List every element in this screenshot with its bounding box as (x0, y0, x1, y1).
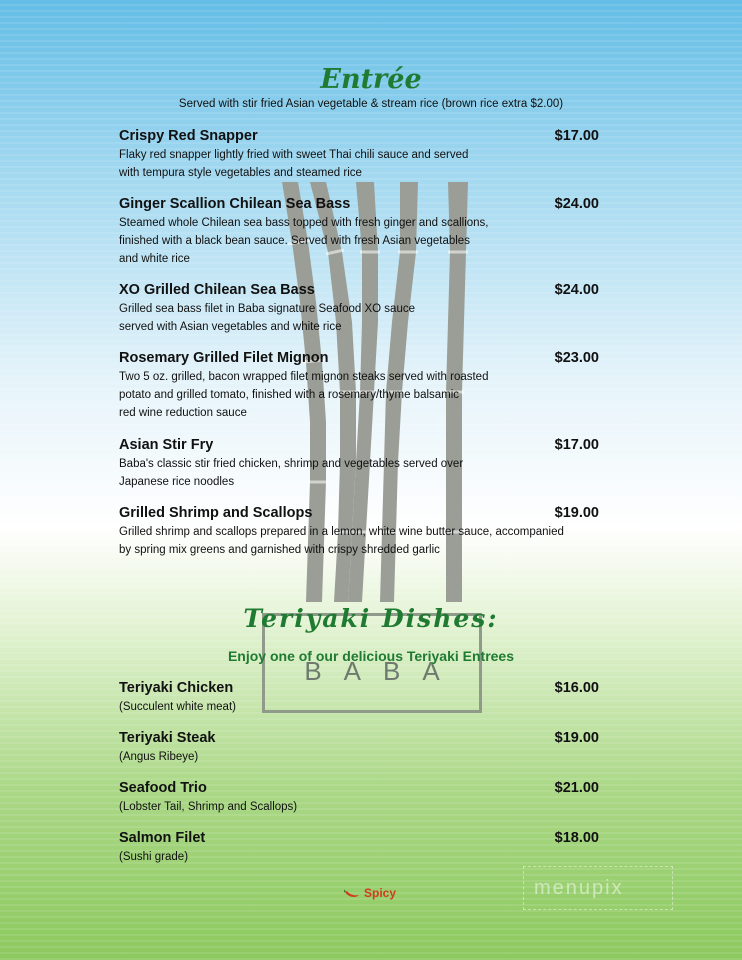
menu-item (119, 504, 599, 559)
item-name: XO Grilled Chilean Sea Bass (119, 282, 315, 298)
menu-item (119, 195, 599, 268)
item-price: $24.00 (554, 196, 599, 212)
watermark (523, 866, 673, 910)
item-description (119, 455, 599, 491)
menu-item (119, 349, 599, 422)
desc-line: and white rice (119, 253, 190, 265)
desc-line: red wine reduction sauce (119, 407, 247, 419)
item-name: Teriyaki Chicken (119, 680, 234, 696)
item-description (119, 848, 599, 866)
spicy-label: Spicy (364, 886, 397, 900)
menu-item (119, 779, 599, 816)
item-description (119, 523, 599, 559)
item-description (119, 300, 599, 336)
menu-item (119, 127, 599, 182)
desc-line: (Lobster Tail, Shrimp and Scallops) (119, 801, 298, 813)
teriyaki-subtitle: Enjoy one of our delicious Teriyaki Entrees (227, 648, 515, 664)
item-price: $24.00 (554, 282, 599, 298)
desc-line: finished with a black bean sauce. Served with fresh Asian vegetables (119, 235, 470, 247)
item-name: Seafood Trio (119, 780, 207, 796)
desc-line: Baba's classic stir fried chicken, shrimp and vegetables served over (119, 458, 464, 470)
desc-line: served with Asian vegetables and white rice (119, 321, 342, 333)
item-price: $16.00 (554, 680, 599, 696)
desc-line: (Succulent white meat) (119, 701, 236, 713)
item-price: $19.00 (554, 730, 599, 746)
watermark-text: menupix (534, 877, 624, 899)
desc-line: Two 5 oz. grilled, bacon wrapped filet mignon steaks served with roasted (119, 371, 489, 383)
menu-item (119, 729, 599, 766)
desc-line: (Sushi grade) (119, 851, 189, 863)
chili-pepper-icon (344, 889, 360, 899)
item-name: Salmon Filet (119, 830, 206, 846)
desc-line: Flaky red snapper lightly fried with sweet Thai chili sauce and served (119, 149, 469, 161)
item-price: $17.00 (554, 128, 599, 144)
item-price: $21.00 (554, 780, 599, 796)
item-price: $19.00 (554, 505, 599, 521)
desc-line: with tempura style vegetables and steamed rice (119, 167, 362, 179)
item-name: Ginger Scallion Chilean Sea Bass (119, 196, 351, 212)
desc-line: Japanese rice noodles (119, 476, 235, 488)
desc-line: Grilled sea bass filet in Baba signature Seafood XO sauce (119, 303, 415, 315)
item-description (119, 748, 599, 766)
desc-line: Grilled shrimp and scallops prepared in a lemon, white wine butter sauce, accompanied (119, 526, 564, 538)
item-price: $17.00 (554, 437, 599, 453)
item-description (119, 798, 599, 816)
menu-item (119, 281, 599, 336)
item-description (119, 214, 599, 268)
entree-title: Entrée (320, 64, 422, 95)
spicy-legend (344, 886, 396, 900)
item-price: $23.00 (554, 350, 599, 366)
item-name: Grilled Shrimp and Scallops (119, 505, 313, 521)
logo-text: BABA (304, 656, 462, 686)
item-name: Rosemary Grilled Filet Mignon (119, 350, 329, 366)
item-name: Crispy Red Snapper (119, 128, 258, 144)
item-description (119, 368, 599, 422)
item-price: $18.00 (554, 830, 599, 846)
desc-line: by spring mix greens and garnished with crispy shredded garlic (119, 544, 440, 556)
menu-item (119, 679, 599, 716)
desc-line: Steamed whole Chilean sea bass topped with fresh ginger and scallions, (119, 217, 489, 229)
desc-line: potato and grilled tomato, finished with a rosemary/thyme balsamic (119, 389, 460, 401)
item-name: Teriyaki Steak (119, 730, 216, 746)
teriyaki-title: Teriyaki Dishes: (243, 604, 499, 633)
desc-line: (Angus Ribeye) (119, 751, 199, 763)
item-description (119, 146, 599, 182)
item-name: Asian Stir Fry (119, 437, 214, 453)
entree-subtitle: Served with stir fried Asian vegetable & stream rice (brown rice extra $2.00) (178, 98, 564, 110)
menu-item (119, 436, 599, 491)
menu-item (119, 829, 599, 866)
item-description (119, 698, 599, 716)
